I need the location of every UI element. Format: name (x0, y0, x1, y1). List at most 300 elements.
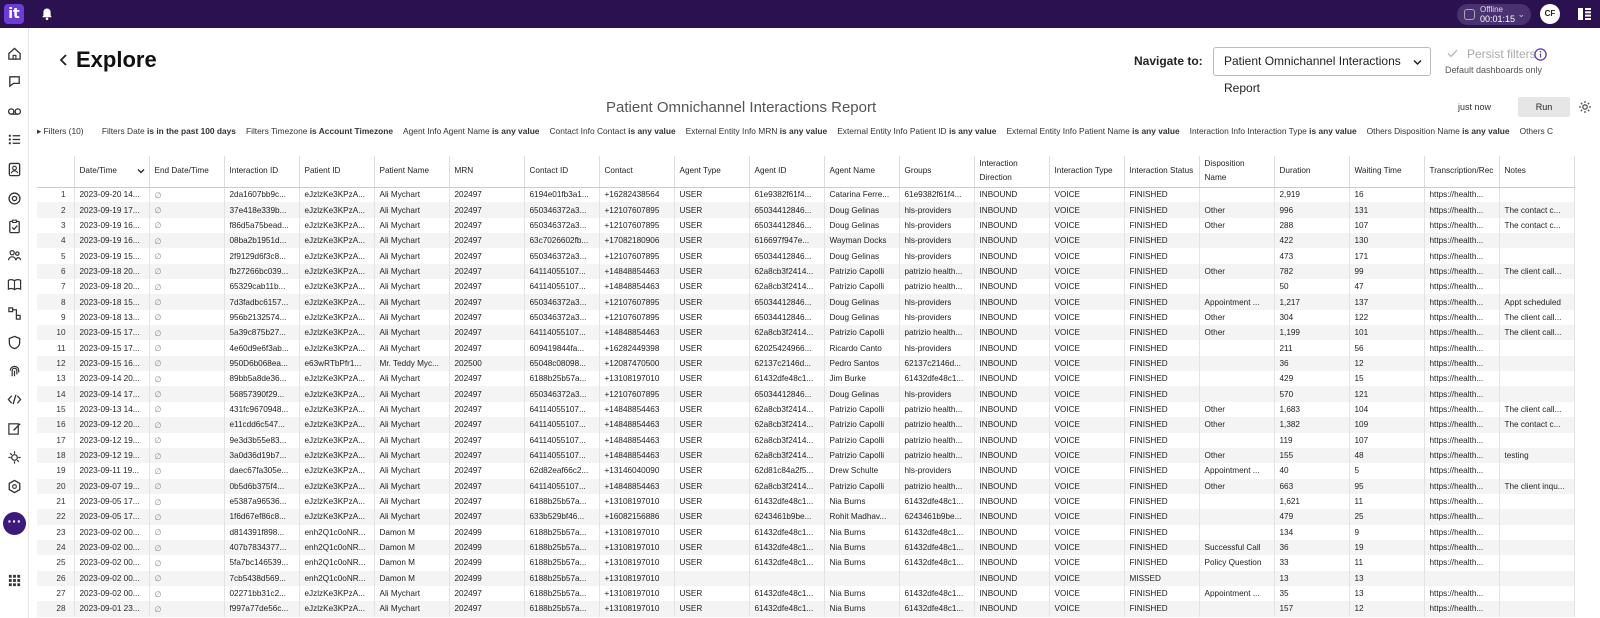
table-cell: FINISHED (1124, 586, 1199, 601)
table-cell: eJzlzKe3KPzA... (299, 202, 374, 217)
filter-item[interactable] (246, 126, 393, 136)
settings-flow-icon[interactable] (7, 450, 22, 465)
table-cell (1499, 356, 1574, 371)
table-cell: The client call... (1499, 310, 1574, 325)
table-cell: FINISHED (1124, 218, 1199, 233)
home-icon[interactable] (7, 46, 22, 61)
table-cell: Ali Mychart (374, 402, 449, 417)
table-cell: 304 (1274, 310, 1349, 325)
table-cell: ∅ (149, 202, 224, 217)
column-header-label: MRN (454, 166, 474, 176)
table-row[interactable] (37, 494, 1574, 509)
table-cell: 65034412846... (749, 310, 824, 325)
table-row[interactable] (37, 586, 1574, 601)
table-cell: INBOUND (974, 448, 1049, 463)
table-cell: INBOUND (974, 248, 1049, 263)
table-cell: INBOUND (974, 294, 1049, 309)
table-cell: Ali Mychart (374, 371, 449, 386)
table-cell: 61432dfe48c1... (899, 601, 974, 616)
table-cell: 0b5d6b375f4... (224, 479, 299, 494)
table-cell: 15 (1349, 371, 1424, 386)
column-header[interactable] (1349, 156, 1424, 187)
filter-item[interactable] (1367, 126, 1510, 136)
fingerprint-icon[interactable] (7, 364, 22, 379)
table-cell: VOICE (1049, 463, 1124, 478)
table-cell: VOICE (1049, 248, 1124, 263)
table-cell: ∅ (149, 555, 224, 570)
list-icon[interactable] (7, 132, 22, 147)
hexagon-icon[interactable] (7, 479, 22, 494)
sort-descending-icon[interactable] (137, 167, 145, 175)
filter-field: Others Disposition Name (1366, 126, 1460, 136)
table-cell: eJzlzKe3KPzA... (299, 264, 374, 279)
table-cell: The contact c... (1499, 417, 1574, 432)
table-row[interactable] (37, 264, 1574, 279)
apps-grid-icon[interactable] (7, 573, 22, 588)
table-cell: FINISHED (1124, 325, 1199, 340)
table-cell: hls-providers (899, 202, 974, 217)
table-row[interactable] (37, 509, 1574, 524)
table-cell: 782 (1274, 264, 1349, 279)
table-cell: 121 (1349, 386, 1424, 401)
table-row[interactable] (37, 433, 1574, 448)
table-cell: 202497 (449, 325, 524, 340)
table-cell: 202497 (449, 601, 524, 616)
table-cell: 130 (1349, 233, 1424, 248)
table-cell: VOICE (1049, 233, 1124, 248)
column-header[interactable] (974, 156, 1049, 187)
row-number: 25 (37, 555, 74, 570)
table-cell: Other (1199, 448, 1274, 463)
gear-icon[interactable] (1578, 100, 1592, 114)
table-cell (749, 571, 824, 586)
table-cell: 202497 (449, 310, 524, 325)
table-cell: Ali Mychart (374, 187, 449, 202)
table-row[interactable] (37, 294, 1574, 309)
table-cell: 61432dfe48c1... (749, 601, 824, 616)
table-cell: https://health... (1424, 264, 1499, 279)
table-cell: 202499 (449, 540, 524, 555)
filter-item[interactable] (1520, 126, 1554, 136)
table-cell: eJzlzKe3KPzA... (299, 218, 374, 233)
table-cell: +13108197010 (599, 371, 674, 386)
table-row[interactable] (37, 540, 1574, 555)
table-cell: 2023-09-05 17... (74, 509, 149, 524)
app-logo[interactable]: it (4, 4, 24, 24)
persist-filters-label: Persist filters (1467, 47, 1536, 61)
table-cell: VOICE (1049, 509, 1124, 524)
table-cell: INBOUND (974, 555, 1049, 570)
table-cell: Other (1199, 264, 1274, 279)
table-cell: eJzlzKe3KPzA... (299, 494, 374, 509)
table-cell: 36 (1274, 356, 1349, 371)
table-cell (1499, 233, 1574, 248)
table-row[interactable] (37, 448, 1574, 463)
table-cell: INBOUND (974, 279, 1049, 294)
table-cell: 650346372a3... (524, 202, 599, 217)
table-cell: 13 (1349, 586, 1424, 601)
table-cell: 6188b25b57a... (524, 601, 599, 616)
table-cell: +12107607895 (599, 218, 674, 233)
table-cell: 202497 (449, 463, 524, 478)
table-cell: USER (674, 218, 749, 233)
table-cell: 48 (1349, 448, 1424, 463)
table-cell: Ali Mychart (374, 294, 449, 309)
table-cell: 202497 (449, 494, 524, 509)
column-header-label: Duration (1279, 166, 1311, 176)
voicemail-icon[interactable] (7, 104, 22, 119)
table-cell: Patrizio Capolli (824, 279, 899, 294)
table-cell: 122 (1349, 310, 1424, 325)
column-header[interactable] (1274, 156, 1349, 187)
bell-icon[interactable] (40, 7, 54, 21)
caret-right-icon: ▸ (37, 126, 44, 136)
filter-item[interactable] (403, 126, 539, 136)
filter-item[interactable] (686, 126, 828, 136)
column-header[interactable] (1499, 156, 1574, 187)
table-cell: 202497 (449, 479, 524, 494)
table-row[interactable] (37, 601, 1574, 616)
table-cell: https://health... (1424, 494, 1499, 509)
column-header[interactable] (824, 156, 899, 187)
table-cell: eJzlzKe3KPzA... (299, 479, 374, 494)
table-cell: FINISHED (1124, 356, 1199, 371)
table-cell: 431fc9670948... (224, 402, 299, 417)
contacts-icon[interactable] (7, 162, 22, 177)
column-header[interactable] (524, 156, 599, 187)
table-row[interactable] (37, 463, 1574, 478)
table-cell: 64114055107... (524, 479, 599, 494)
table-cell: 663 (1274, 479, 1349, 494)
table-cell: USER (674, 463, 749, 478)
column-header[interactable] (599, 156, 674, 187)
column-header-label: Groups (904, 166, 932, 176)
column-header-label: Date/Time (79, 166, 117, 176)
table-cell: 64114055107... (524, 448, 599, 463)
table-cell: +16282438564 (599, 187, 674, 202)
table-cell: +16282449398 (599, 340, 674, 355)
table-cell: eJzlzKe3KPzA... (299, 417, 374, 432)
table-cell: 2023-09-12 19... (74, 433, 149, 448)
support-icon[interactable] (7, 191, 22, 206)
table-cell: 104 (1349, 402, 1424, 417)
column-header[interactable] (299, 156, 374, 187)
table-cell: +13108197010 (599, 571, 674, 586)
table-cell: Ali Mychart (374, 463, 449, 478)
table-cell: The client call... (1499, 264, 1574, 279)
table-cell: 950D6b068ea... (224, 356, 299, 371)
table-cell: +13108197010 (599, 540, 674, 555)
table-cell: patrizio health... (899, 279, 974, 294)
table-cell: 19 (1349, 540, 1424, 555)
table-cell: 211 (1274, 340, 1349, 355)
table-cell: 1,217 (1274, 294, 1349, 309)
table-cell: +17082180906 (599, 233, 674, 248)
column-header[interactable] (149, 156, 224, 187)
table-cell: eJzlzKe3KPzA... (299, 233, 374, 248)
table-cell: https://health... (1424, 218, 1499, 233)
filter-rule: is any value (491, 126, 540, 136)
table-row[interactable] (37, 202, 1574, 217)
row-number: 26 (37, 571, 74, 586)
table-cell: INBOUND (974, 202, 1049, 217)
table-cell: 202497 (449, 279, 524, 294)
table-cell: ∅ (149, 279, 224, 294)
table-cell: +14848854463 (599, 279, 674, 294)
filter-item[interactable] (549, 126, 675, 136)
table-cell: VOICE (1049, 448, 1124, 463)
filter-rule: is any value (628, 126, 676, 136)
table-cell: The client call... (1499, 402, 1574, 417)
table-cell: ∅ (149, 540, 224, 555)
table-cell: USER (674, 279, 749, 294)
table-row[interactable] (37, 233, 1574, 248)
shield-icon[interactable] (7, 335, 22, 350)
table-cell: eJzlzKe3KPzA... (299, 248, 374, 263)
agent-status-toggle[interactable] (1457, 4, 1531, 25)
clipboard-icon[interactable] (7, 219, 22, 234)
table-cell: INBOUND (974, 509, 1049, 524)
run-button[interactable]: Run (1518, 97, 1570, 117)
table-cell (1199, 386, 1274, 401)
table-row[interactable] (37, 371, 1574, 386)
table-cell: VOICE (1049, 601, 1124, 616)
column-header[interactable] (224, 156, 299, 187)
more-icon[interactable]: ··· (3, 512, 26, 535)
table-cell: 08ba2b1951d... (224, 233, 299, 248)
filter-item[interactable] (1006, 126, 1179, 136)
table-cell (1499, 463, 1574, 478)
table-cell: 134 (1274, 525, 1349, 540)
column-header[interactable] (449, 156, 524, 187)
row-number: 16 (37, 417, 74, 432)
table-cell: VOICE (1049, 187, 1124, 202)
column-header[interactable] (74, 156, 149, 187)
filter-rule: is any value (948, 126, 997, 136)
table-cell: VOICE (1049, 202, 1124, 217)
table-cell: FINISHED (1124, 371, 1199, 386)
table-cell: 1f6d67ef86c8... (224, 509, 299, 524)
table-cell: INBOUND (974, 386, 1049, 401)
table-cell: https://health... (1424, 233, 1499, 248)
table-cell: +13108197010 (599, 586, 674, 601)
table-cell: 61432dfe48c1... (899, 555, 974, 570)
column-header[interactable] (674, 156, 749, 187)
table-cell: 99 (1349, 264, 1424, 279)
table-cell: Damon M (374, 525, 449, 540)
table-cell: enh2Q1c0oNR... (299, 571, 374, 586)
table-cell: MISSED (1124, 571, 1199, 586)
table-cell: Jim Burke (824, 371, 899, 386)
panel-toggle-icon[interactable] (1578, 8, 1591, 20)
table-cell: 202497 (449, 433, 524, 448)
table-row[interactable] (37, 417, 1574, 432)
table-cell: USER (674, 340, 749, 355)
table-cell: Patrizio Capolli (824, 417, 899, 432)
table-cell: 2023-09-02 00... (74, 586, 149, 601)
filter-rule: is any value (779, 126, 828, 136)
table-cell: INBOUND (974, 264, 1049, 279)
table-cell: 137 (1349, 294, 1424, 309)
table-row[interactable] (37, 525, 1574, 540)
table-cell: 2023-09-20 14... (74, 187, 149, 202)
users-icon[interactable] (7, 248, 22, 263)
table-cell: 2023-09-02 00... (74, 525, 149, 540)
table-cell: https://health... (1424, 279, 1499, 294)
table-cell: +12107607895 (599, 202, 674, 217)
filter-field: External Entity Info Patient ID (837, 126, 947, 136)
table-cell: 5 (1349, 463, 1424, 478)
back-arrow-icon[interactable] (58, 52, 70, 68)
table-cell: 16 (1349, 187, 1424, 202)
column-header[interactable] (1199, 156, 1274, 187)
table-cell: 9e3d3b55e83... (224, 433, 299, 448)
table-row[interactable] (37, 248, 1574, 263)
table-row[interactable] (37, 571, 1574, 586)
table-cell: ∅ (149, 340, 224, 355)
column-header[interactable] (749, 156, 824, 187)
column-header[interactable] (1124, 156, 1199, 187)
table-cell: USER (674, 402, 749, 417)
info-icon[interactable] (1534, 48, 1547, 61)
table-row[interactable] (37, 279, 1574, 294)
table-cell (1499, 279, 1574, 294)
table-cell: 62025424966... (749, 340, 824, 355)
table-row[interactable] (37, 479, 1574, 494)
persist-filters-checkbox[interactable] (1447, 48, 1458, 59)
table-cell: 2023-09-02 00... (74, 555, 149, 570)
table-cell: Ali Mychart (374, 586, 449, 601)
table-cell: https://health... (1424, 340, 1499, 355)
table-row[interactable] (37, 402, 1574, 417)
table-cell: 62a8cb3f2414... (749, 433, 824, 448)
table-cell: 7d3fadbc6157... (224, 294, 299, 309)
table-cell: 65034412846... (749, 386, 824, 401)
table-cell: 62a8cb3f2414... (749, 417, 824, 432)
table-cell: 202499 (449, 555, 524, 570)
table-cell: 61432dfe48c1... (749, 494, 824, 509)
table-cell: patrizio health... (899, 433, 974, 448)
table-cell: 65329cab11b... (224, 279, 299, 294)
row-number: 20 (37, 479, 74, 494)
table-cell: 2023-09-19 17... (74, 202, 149, 217)
row-number: 13 (37, 371, 74, 386)
table-cell: 479 (1274, 509, 1349, 524)
user-avatar[interactable]: CF (1540, 4, 1560, 24)
conversation-icon[interactable] (7, 74, 22, 89)
table-row[interactable] (37, 218, 1574, 233)
top-bar (0, 0, 1600, 28)
table-cell: 1,199 (1274, 325, 1349, 340)
table-cell: f86d5a75bead... (224, 218, 299, 233)
table-row[interactable] (37, 356, 1574, 371)
table-cell: 2023-09-15 17... (74, 325, 149, 340)
column-header[interactable] (1049, 156, 1124, 187)
table-row[interactable] (37, 340, 1574, 355)
table-row[interactable] (37, 386, 1574, 401)
filter-item[interactable] (1190, 126, 1357, 136)
filter-item[interactable] (102, 126, 236, 136)
table-row[interactable] (37, 325, 1574, 340)
table-cell: INBOUND (974, 540, 1049, 555)
table-cell: ∅ (149, 509, 224, 524)
edit-icon[interactable] (7, 421, 22, 436)
table-cell: 61432dfe48c1... (749, 371, 824, 386)
workflow-icon[interactable] (7, 306, 22, 321)
code-icon[interactable] (7, 392, 22, 407)
table-cell: 5a39c875b27... (224, 325, 299, 340)
row-number: 17 (37, 433, 74, 448)
table-cell: hls-providers (899, 294, 974, 309)
column-header[interactable] (1424, 156, 1499, 187)
column-header-label: Interaction ID (229, 166, 279, 176)
table-cell: INBOUND (974, 310, 1049, 325)
table-cell: 633b529bf46... (524, 509, 599, 524)
row-number: 7 (37, 279, 74, 294)
table-cell: 171 (1349, 248, 1424, 263)
table-cell: USER (674, 433, 749, 448)
table-cell: +12107607895 (599, 294, 674, 309)
table-cell: 2023-09-14 20... (74, 371, 149, 386)
table-cell: +13108197010 (599, 494, 674, 509)
column-header[interactable] (899, 156, 974, 187)
table-cell: ∅ (149, 463, 224, 478)
table-cell: 202497 (449, 371, 524, 386)
table-cell: Ali Mychart (374, 433, 449, 448)
filter-field: External Entity Info MRN (685, 126, 778, 136)
table-cell: FINISHED (1124, 555, 1199, 570)
table-cell: Damon M (374, 540, 449, 555)
table-cell (1499, 586, 1574, 601)
book-icon[interactable] (7, 277, 22, 292)
table-cell: The contact c... (1499, 202, 1574, 217)
table-cell: eJzlzKe3KPzA... (299, 433, 374, 448)
table-cell: eJzlzKe3KPzA... (299, 586, 374, 601)
table-cell: 956b2132574... (224, 310, 299, 325)
column-header-label: Agent Type (679, 166, 721, 176)
table-cell: USER (674, 586, 749, 601)
table-cell: enh2Q1c0oNR... (299, 555, 374, 570)
table-cell: +13146040090 (599, 463, 674, 478)
navigate-select[interactable] (1213, 47, 1431, 95)
table-row[interactable] (37, 187, 1574, 202)
table-cell: Patrizio Capolli (824, 433, 899, 448)
table-cell: 1,621 (1274, 494, 1349, 509)
table-cell (1499, 494, 1574, 509)
table-cell: Ali Mychart (374, 325, 449, 340)
table-cell: https://health... (1424, 479, 1499, 494)
table-row[interactable] (37, 555, 1574, 570)
table-cell: ∅ (149, 325, 224, 340)
filters-toggle[interactable] (37, 126, 84, 136)
table-cell: 202497 (449, 386, 524, 401)
table-row[interactable] (37, 310, 1574, 325)
table-cell: Nia Burns (824, 586, 899, 601)
column-header-label: Notes (1504, 166, 1526, 176)
table-cell: Nia Burns (824, 525, 899, 540)
table-cell (1199, 494, 1274, 509)
row-number: 5 (37, 248, 74, 263)
table-cell: 02271bb31c2... (224, 586, 299, 601)
column-header[interactable] (374, 156, 449, 187)
row-number: 3 (37, 218, 74, 233)
table-cell: 6188b25b57a... (524, 555, 599, 570)
table-cell (1499, 433, 1574, 448)
filter-item[interactable] (837, 126, 996, 136)
table-cell: Ali Mychart (374, 448, 449, 463)
table-cell: 1,683 (1274, 402, 1349, 417)
table-cell: 61432dfe48c1... (899, 371, 974, 386)
